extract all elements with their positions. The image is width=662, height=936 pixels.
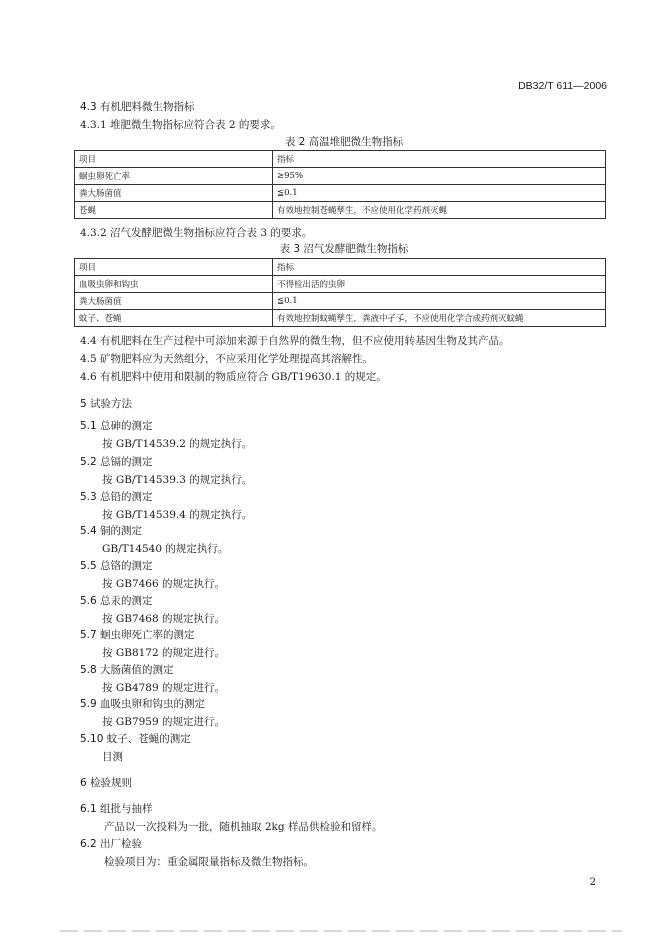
clause-6-2-body: 检验项目为：重金属限量指标及微生物指标。 [104,856,314,868]
table-header-row [75,151,606,168]
clause-5-2-body: 按 GB/T14539.3 的规定执行。 [102,474,253,486]
clause-4-5: 4.5 矿物肥料应为天然组分，不应采用化学处理提高其溶解性。 [80,353,374,365]
table-cell: 蚊子、苍蝇 [75,310,273,327]
clause-4-3-1: 4.3.1 堆肥微生物指标应符合表 2 的要求。 [80,119,281,131]
clause-5-1-body: 按 GB/T14539.2 的规定执行。 [102,438,253,450]
clause-5-6-body: 按 GB7468 的规定执行。 [102,613,226,625]
clause-4-4: 4.4 有机肥料在生产过程中可添加来源于自然界的微生物，但不应使用转基因生物及其产品。 [80,335,510,347]
clause-5-7-title: 5.7 蛔虫卵死亡率的测定 [80,629,195,641]
table-row [75,276,606,293]
table-2 [74,150,606,219]
section-6-title: 6 检验规则 [80,777,133,789]
clause-5-10-body: 目测 [102,751,123,763]
table-cell: 苍蝇 [75,202,273,219]
clause-5-3-body: 按 GB/T14539.4 的规定执行。 [102,509,253,521]
clause-5-4-title: 5.4 铜的测定 [80,525,143,537]
table-cell: ≦0.1 [273,293,606,310]
table-row [75,202,606,219]
table-row [75,185,606,202]
clause-6-2-title: 6.2 出厂检验 [80,838,143,850]
table-cell: 蛔虫卵死亡率 [75,168,273,185]
clause-5-7-body: 按 GB8172 的规定进行。 [102,647,226,659]
table-cell: ≥95% [273,168,606,185]
clause-6-1-title: 6.1 组批与抽样 [80,803,153,815]
clause-5-8-title: 5.8 大肠菌值的测定 [80,664,174,676]
clause-5-4-body: GB/T14540 的规定执行。 [102,543,229,555]
section-4-3-title: 4.3 有机肥料微生物指标 [80,101,195,113]
table-row [75,310,606,327]
table-cell: 粪大肠菌值 [75,185,273,202]
table-cell: 不得检出活的虫卵 [273,276,606,293]
clause-5-6-title: 5.6 总汞的测定 [80,595,153,607]
clause-5-1-title: 5.1 总砷的测定 [80,420,153,432]
table-row [75,293,606,310]
clause-5-3-title: 5.3 总铅的测定 [80,491,153,503]
table-header-cell: 指标 [273,259,606,276]
clause-4-6: 4.6 有机肥料中使用和限制的物质应符合 GB/T19630.1 的规定。 [80,371,387,383]
clause-6-1-body: 产品以一次投料为一批，随机抽取 2kg 样品供检验和留样。 [104,821,383,833]
table-header-cell: 指标 [273,151,606,168]
table-cell: 血吸虫卵和钩虫 [75,276,273,293]
table-cell: 有效地控制苍蝇孳生，不应使用化学药剂灭蝇 [273,202,606,219]
page-number: 2 [589,877,596,888]
table-2-caption: 表 2 高温堆肥微生物指标 [284,136,404,148]
table-header-cell: 项目 [75,151,273,168]
table-3 [74,258,606,327]
table-cell: 粪大肠菌值 [75,293,273,310]
clause-5-9-body: 按 GB7959 的规定进行。 [102,716,226,728]
table-cell: ≦0.1 [273,185,606,202]
table-header-row [75,259,606,276]
section-5-title: 5 试验方法 [80,398,133,410]
clause-5-5-body: 按 GB7466 的规定执行。 [102,578,226,590]
table-row [75,168,606,185]
scan-artifact-line [60,930,622,932]
clause-5-2-title: 5.2 总镉的测定 [80,456,153,468]
table-cell: 有效地控制蚊蝇孳生，粪液中孑孓，不应使用化学合成药剂灭蚊蝇 [273,310,606,327]
clause-5-9-title: 5.9 血吸虫卵和钩虫的测定 [80,698,206,710]
document-code: DB32/T 611—2006 [518,80,607,92]
clause-5-8-body: 按 GB4789 的规定进行。 [102,682,226,694]
table-3-caption: 表 3 沼气发酵肥微生物指标 [279,243,409,255]
clause-5-5-title: 5.5 总铬的测定 [80,560,153,572]
clause-4-3-2: 4.3.2 沼气发酵肥微生物指标应符合表 3 的要求。 [80,227,313,239]
table-header-cell: 项目 [75,259,273,276]
clause-5-10-title: 5.10 蚊子、苍蝇的测定 [80,733,191,745]
